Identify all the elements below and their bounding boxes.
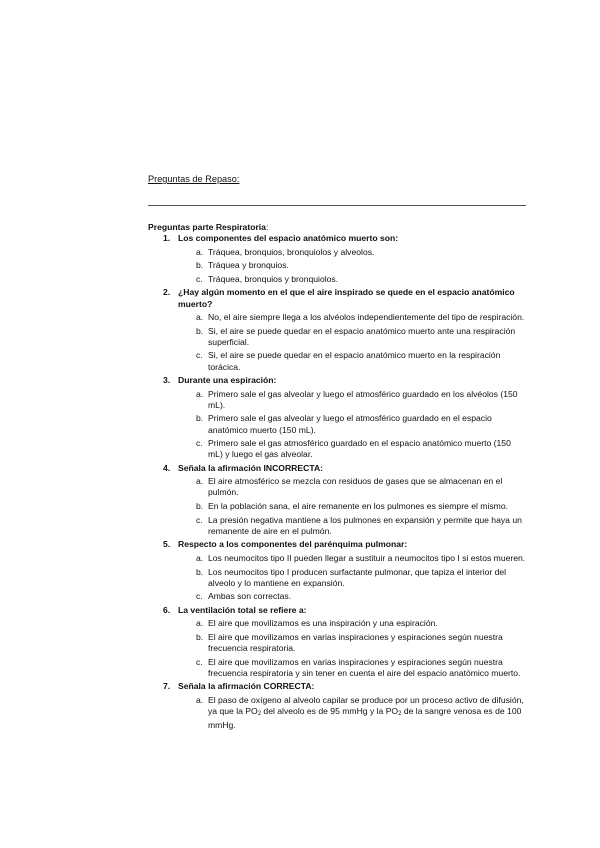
option-text: Primero sale el gas atmosférico guardado en el espacio anatómico muerto (150 mL) y luego el gas alveolar.	[208, 438, 511, 460]
option-letter: a.	[196, 694, 204, 705]
option-4b	[178, 501, 528, 512]
question-text: Señala la afirmación CORRECTA:	[178, 681, 315, 692]
option-letter: a.	[196, 552, 204, 563]
subscript: 2	[257, 711, 262, 718]
option-2b	[178, 326, 528, 348]
option-list	[178, 476, 528, 536]
option-text: El aire que movilizamos es una inspiración y una espiración.	[208, 618, 438, 629]
option-letter: b.	[196, 325, 204, 336]
option-letter: a.	[196, 312, 204, 323]
option-6c	[178, 657, 528, 679]
question-2	[148, 287, 528, 372]
option-letter: b.	[196, 501, 204, 512]
section-title	[148, 222, 528, 233]
option-text: Tráquea y bronquios.	[208, 260, 289, 271]
option-text-part: del alveolo es de 95 mmHg y la PO	[261, 706, 399, 717]
option-6b	[178, 632, 528, 654]
question-list	[148, 233, 528, 731]
subscript: 2	[398, 711, 402, 718]
option-1c	[178, 274, 528, 285]
option-text-part: El paso de oxígeno al alveolo capilar se produce por un proceso activo de difusión, ya que la PO	[208, 694, 524, 717]
option-letter: c.	[196, 656, 203, 667]
option-list	[178, 553, 528, 602]
question-number: 2.	[163, 287, 171, 298]
question-number: 5.	[163, 539, 171, 550]
question-number: 3.	[163, 375, 171, 386]
option-1b	[178, 260, 528, 271]
title-text: Preguntas de Repaso	[148, 174, 237, 184]
option-text: Los neumocitos tipo II pueden llegar a sustituir a neumocitos tipo I si estos mueren.	[208, 552, 526, 563]
option-text: Primero sale el gas alveolar y luego el atmosférico guardado en los alvéolos (150 mL).	[208, 388, 518, 410]
option-letter: c.	[196, 591, 203, 602]
option-letter: c.	[196, 514, 203, 525]
option-text: Si, el aire se puede quedar en el espacio anatómico muerto en la respiración torácica.	[208, 350, 501, 372]
option-text: El aire que movilizamos en varias inspiraciones y espiraciones según nuestra frecuencia respiratoria y sin tener en cuenta el aire del espacio anatómico muerto.	[208, 656, 521, 678]
title-colon: :	[236, 174, 240, 184]
question-7	[148, 681, 528, 731]
option-letter: b.	[196, 632, 204, 642]
question-text: La ventilación total se refiere a:	[178, 604, 307, 615]
question-number: 6.	[163, 604, 171, 615]
question-number: 1.	[163, 233, 171, 244]
option-text: La presión negativa mantiene a los pulmones en expansión y permite que haya un remanente de aire en el pulmón.	[208, 514, 522, 536]
option-letter: b.	[196, 566, 204, 577]
option-text: Tráquea, bronquios y bronquiolos.	[208, 273, 339, 284]
section-title-text: Preguntas parte Respiratoria	[148, 222, 266, 232]
question-1	[148, 233, 528, 285]
question-text: Durante una espiración:	[178, 375, 277, 386]
option-text: El aire atmosférico se mezcla con residuos de gases que se almacenan en el pulmón.	[208, 476, 503, 498]
option-text: Los neumocitos tipo I producen surfactante pulmonar, que tapiza el interior del alveolo y lo mantiene en expansión.	[208, 566, 507, 588]
option-letter: b.	[196, 260, 204, 271]
page-title	[148, 173, 239, 185]
question-3	[148, 375, 528, 460]
divider-line	[148, 205, 526, 206]
question-number: 4.	[163, 462, 171, 473]
option-text: Primero sale el gas alveolar y luego el atmosférico guardado en el espacio anatómico muerto (150 mL).	[208, 413, 492, 435]
option-letter: a.	[196, 476, 204, 487]
option-text: Si, el aire se puede quedar en el espacio anatómico muerto ante una respiración superficial.	[208, 325, 516, 347]
option-letter: c.	[196, 350, 203, 361]
option-list	[178, 312, 528, 372]
option-1a	[178, 247, 528, 258]
option-5b	[178, 567, 528, 589]
section-title-colon: :	[265, 222, 269, 232]
option-text	[208, 695, 524, 730]
option-letter: c.	[196, 273, 203, 284]
question-text: Respecto a los componentes del parénquima pulmonar:	[178, 539, 408, 550]
option-text: Tráquea, bronquios, bronquiolos y alveolos.	[208, 246, 375, 257]
option-text: No, el aire siempre llega a los alvéolos independientemente del tipo de respiración.	[208, 312, 525, 323]
option-list	[178, 618, 528, 678]
option-text: Ambas son correctas.	[208, 591, 292, 602]
option-text: El aire que movilizamos en varias inspiraciones y espiraciones según nuestra frecuencia respiratoria.	[208, 632, 503, 654]
option-7a	[178, 695, 528, 731]
option-2c	[178, 350, 528, 372]
option-3a	[178, 389, 528, 411]
question-number: 7.	[163, 681, 171, 692]
option-letter: b.	[196, 413, 204, 424]
question-5	[148, 539, 528, 602]
option-letter: a.	[196, 618, 204, 629]
question-text: Los componentes del espacio anatómico muerto son:	[178, 233, 399, 244]
questions-section	[148, 222, 528, 731]
option-letter: c.	[196, 438, 203, 449]
option-letter: a.	[196, 388, 204, 399]
option-3c	[178, 438, 528, 460]
question-text: Señala la afirmación INCORRECTA:	[178, 462, 324, 473]
option-letter: a.	[196, 246, 204, 257]
option-text: En la población sana, el aire remanente en los pulmones es siempre el mismo.	[208, 501, 508, 512]
option-text-part: de la sangre venosa es de 100 mmHg.	[208, 706, 522, 731]
option-5a	[178, 553, 528, 564]
option-6a	[178, 618, 528, 629]
question-6	[148, 605, 528, 679]
option-list	[178, 695, 528, 731]
option-5c	[178, 591, 528, 602]
option-4a	[178, 476, 528, 498]
option-3b	[178, 413, 528, 435]
question-4	[148, 463, 528, 537]
option-list	[178, 389, 528, 461]
option-4c	[178, 515, 528, 537]
question-text: ¿Hay algún momento en el que el aire inspirado se quede en el espacio anatómico muerto?	[178, 287, 515, 309]
option-list	[178, 247, 528, 285]
option-2a	[178, 312, 528, 323]
